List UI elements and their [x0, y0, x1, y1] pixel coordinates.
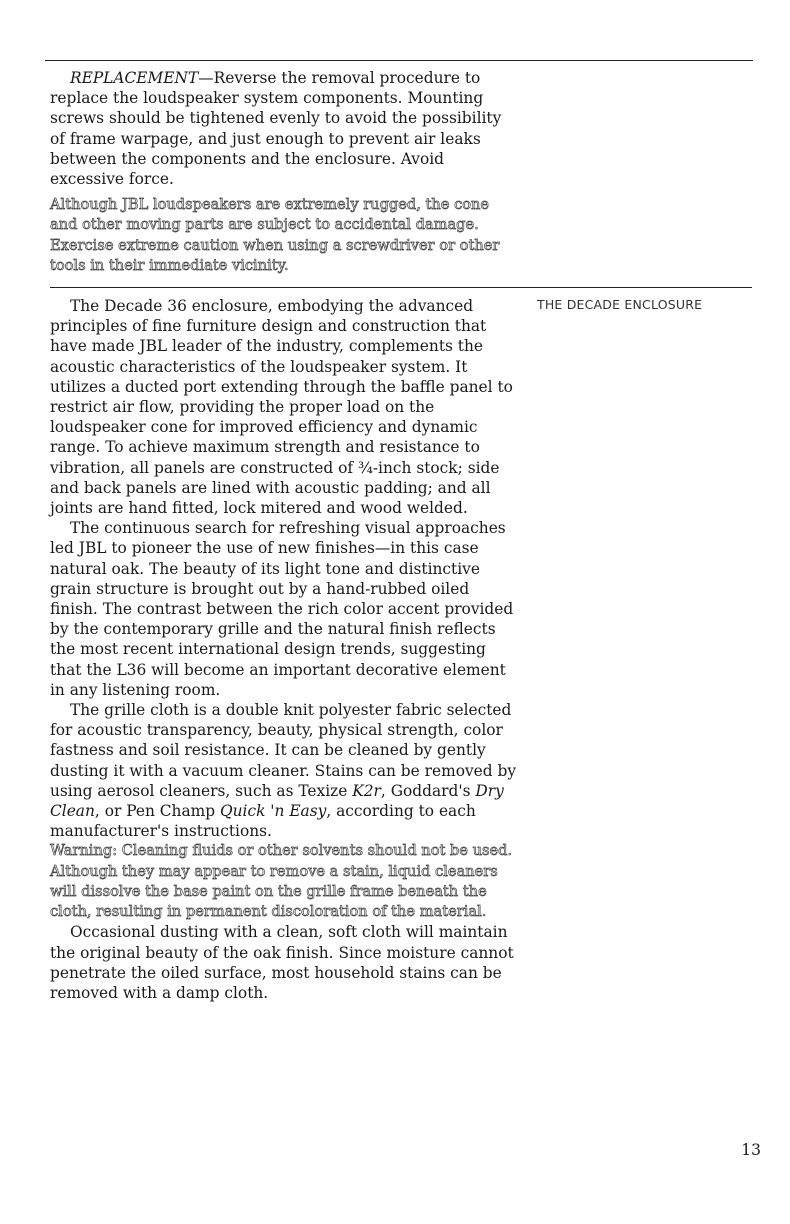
- product-k2r: K2r: [352, 781, 381, 800]
- grille-text-a: The grille cloth is a double knit polyester fabric selected for acoustic transparency, beauty, physical strength, color fastness and soil resistance. It can be cleaned by gently dusting it with a vacuum cleaner. Stains can be removed by using aerosol cleaners, such as Texize: [50, 701, 517, 800]
- enclosure-section: [50, 296, 520, 1003]
- section-heading: THE DECADE ENCLOSURE: [537, 297, 703, 312]
- enclosure-paragraph-3: [50, 700, 520, 841]
- section-rule: [50, 287, 752, 288]
- warning-note: Warning: Cleaning fluids or other solvents should not be used. Although they may appear to remove a stain, liquid cleaners will dissolve the base paint on the grille frame beneath the cloth, resulting in permanent discoloration of the material.: [50, 842, 513, 921]
- page-number: 13: [741, 1141, 761, 1159]
- replacement-dash: —: [198, 69, 214, 87]
- product-dry-clean: Dry Clean: [50, 781, 504, 821]
- grille-text-b: , Goddard's: [380, 781, 476, 800]
- enclosure-paragraph-2: The continuous search for refreshing visual approaches led JBL to pioneer the use of new finishes—in this case natural oak. The beauty of its light tone and distinctive grain structure is brought out by a hand-rubbed oiled finish. The contrast between the rich color accent provided by the contemporary grille and the natural finish reflects the most recent international design trends, suggesting that the L36 will become an important decorative element in any listening room.: [50, 519, 514, 699]
- top-rule: [45, 60, 753, 61]
- enclosure-paragraph-1: The Decade 36 enclosure, embodying the advanced principles of fine furniture design and construction that have made JBL leader of the industry, complements the acoustic characteristics of the loudspeaker system. It utilizes a ducted port extending through the baffle panel to restrict air flow, providing the proper load on the loudspeaker cone for improved efficiency and dynamic range. To achieve maximum strength and resistance to vibration, all panels are constructed of ¾-inch stock; side and back panels are lined with acoustic padding; and all joints are hand fitted, lock mitered and wood welded.: [50, 297, 513, 518]
- product-quick-n-easy: Quick 'n Easy: [220, 802, 327, 821]
- grille-text-d: , according to each manufacturer's instructions.: [50, 802, 476, 841]
- replacement-lead: REPLACEMENT: [70, 69, 199, 87]
- caution-note: Although JBL loudspeakers are extremely rugged, the cone and other moving parts are subject to accidental damage. Exercise extreme caution when using a screwdriver or other tools in their immediate vicinity.: [50, 196, 500, 274]
- replacement-text: Reverse the removal procedure to replace the loudspeaker system components. Mounting screws should be tightened evenly to avoid the possibility of frame warpage, and just enough to prevent air leaks between the components and the enclosure. Avoid excessive force.: [50, 69, 502, 189]
- replacement-section: [50, 68, 520, 276]
- grille-text-c: , or Pen Champ: [94, 802, 220, 821]
- replacement-paragraph: [50, 68, 520, 189]
- enclosure-paragraph-4: Occasional dusting with a clean, soft cloth will maintain the original beauty of the oak finish. Since moisture cannot penetrate the oiled surface, most household stains can be removed with a damp cloth.: [50, 923, 514, 1002]
